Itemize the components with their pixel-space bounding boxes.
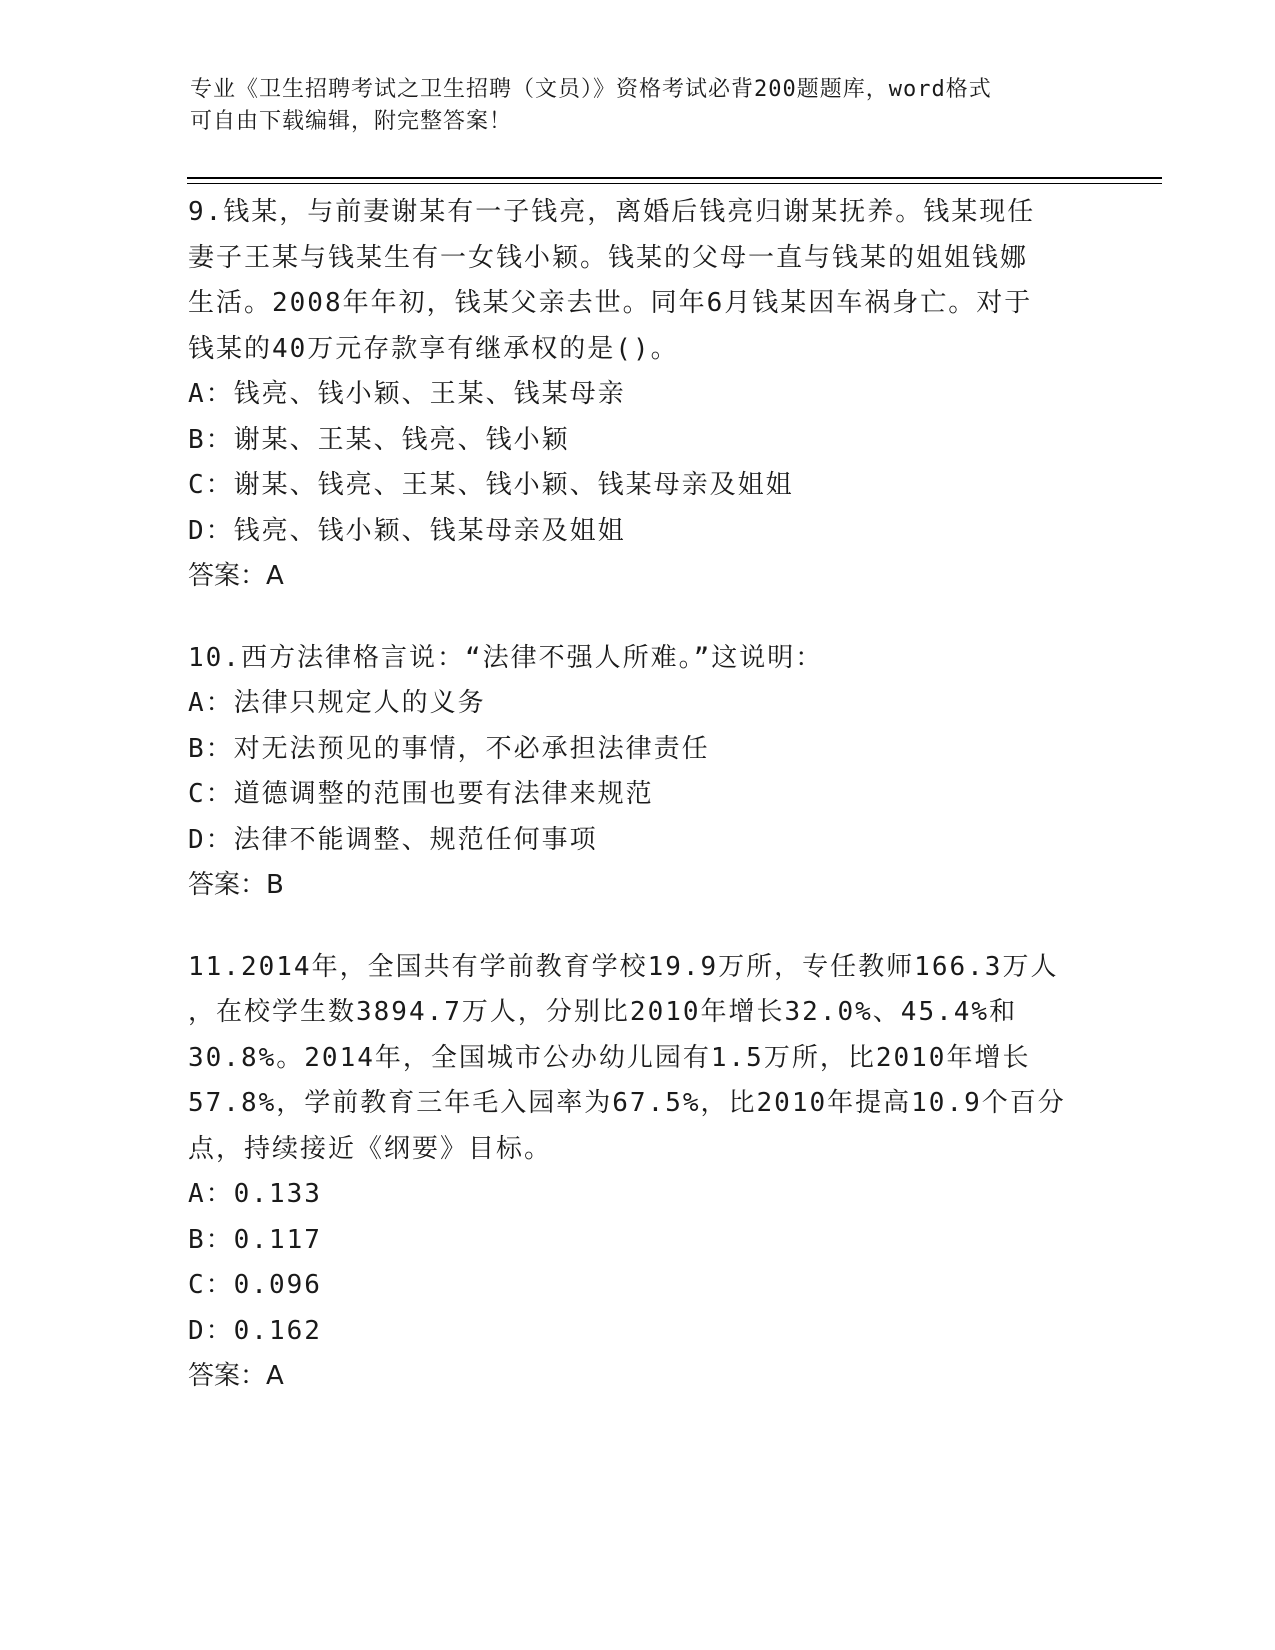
stem-line: 妻子王某与钱某生有一女钱小颖。钱某的父母一直与钱某的姐姐钱娜: [188, 242, 1029, 273]
stem-line: 11.2014年，全国共有学前教育学校19.9万所，专任教师166.3万人: [188, 951, 1059, 982]
option-b: B：谢某、王某、钱亮、钱小颖: [188, 424, 570, 455]
stem-line: ，在校学生数3894.7万人，分别比2010年增长32.0%、45.4%和: [188, 997, 1018, 1027]
question-list: [188, 190, 1068, 1436]
option-a: A：法律只规定人的义务: [188, 688, 486, 718]
question-stem: [188, 636, 1068, 682]
option-b: B：0.117: [188, 1224, 322, 1255]
answer-text: 答案：A: [188, 1361, 284, 1391]
option-a: A：钱亮、钱小颖、王某、钱某母亲: [188, 379, 626, 409]
stem-line: 9.钱某，与前妻谢某有一子钱亮，离婚后钱亮归谢某抚养。钱某现任: [188, 197, 1036, 227]
question-item: [188, 636, 1068, 909]
header-line-2: 可自由下载编辑，附完整答案！: [190, 109, 513, 134]
question-stem: [188, 945, 1068, 1173]
option-d: D：0.162: [188, 1315, 322, 1346]
option-d: D：钱亮、钱小颖、钱某母亲及姐姐: [188, 515, 626, 546]
stem-line: 生活。2008年年初，钱某父亲去世。同年6月钱某因车祸身亡。对于: [188, 288, 1033, 318]
option-c: C：谢某、钱亮、王某、钱小颖、钱某母亲及姐姐: [188, 470, 794, 500]
answer-text: 答案：B: [188, 870, 284, 900]
stem-line: 点，持续接近《纲要》目标。: [188, 1133, 553, 1164]
document-header: [190, 74, 1090, 138]
option-b: B：对无法预见的事情，不必承担法律责任: [188, 733, 710, 764]
header-divider-thick: [187, 177, 1162, 179]
option-c: C：道德调整的范围也要有法律来规范: [188, 779, 654, 809]
stem-line: 30.8%。2014年，全国城市公办幼儿园有1.5万所，比2010年增长: [188, 1042, 1031, 1073]
stem-line: 钱某的40万元存款享有继承权的是()。: [188, 333, 679, 364]
header-divider-thin: [187, 183, 1162, 184]
question-stem: [188, 190, 1068, 372]
answer-text: 答案：A: [188, 561, 284, 591]
option-c: C：0.096: [188, 1270, 322, 1300]
option-d: D：法律不能调整、规范任何事项: [188, 824, 598, 855]
question-item: [188, 190, 1068, 600]
stem-line: 10.西方法律格言说：“法律不强人所难。”这说明：: [188, 642, 824, 673]
question-item: [188, 945, 1068, 1400]
option-a: A：0.133: [188, 1179, 322, 1209]
header-line-1: 专业《卫生招聘考试之卫生招聘（文员）》资格考试必背200题题库，word格式: [190, 77, 992, 102]
stem-line: 57.8%，学前教育三年毛入园率为67.5%，比2010年提高10.9个百分: [188, 1088, 1066, 1118]
